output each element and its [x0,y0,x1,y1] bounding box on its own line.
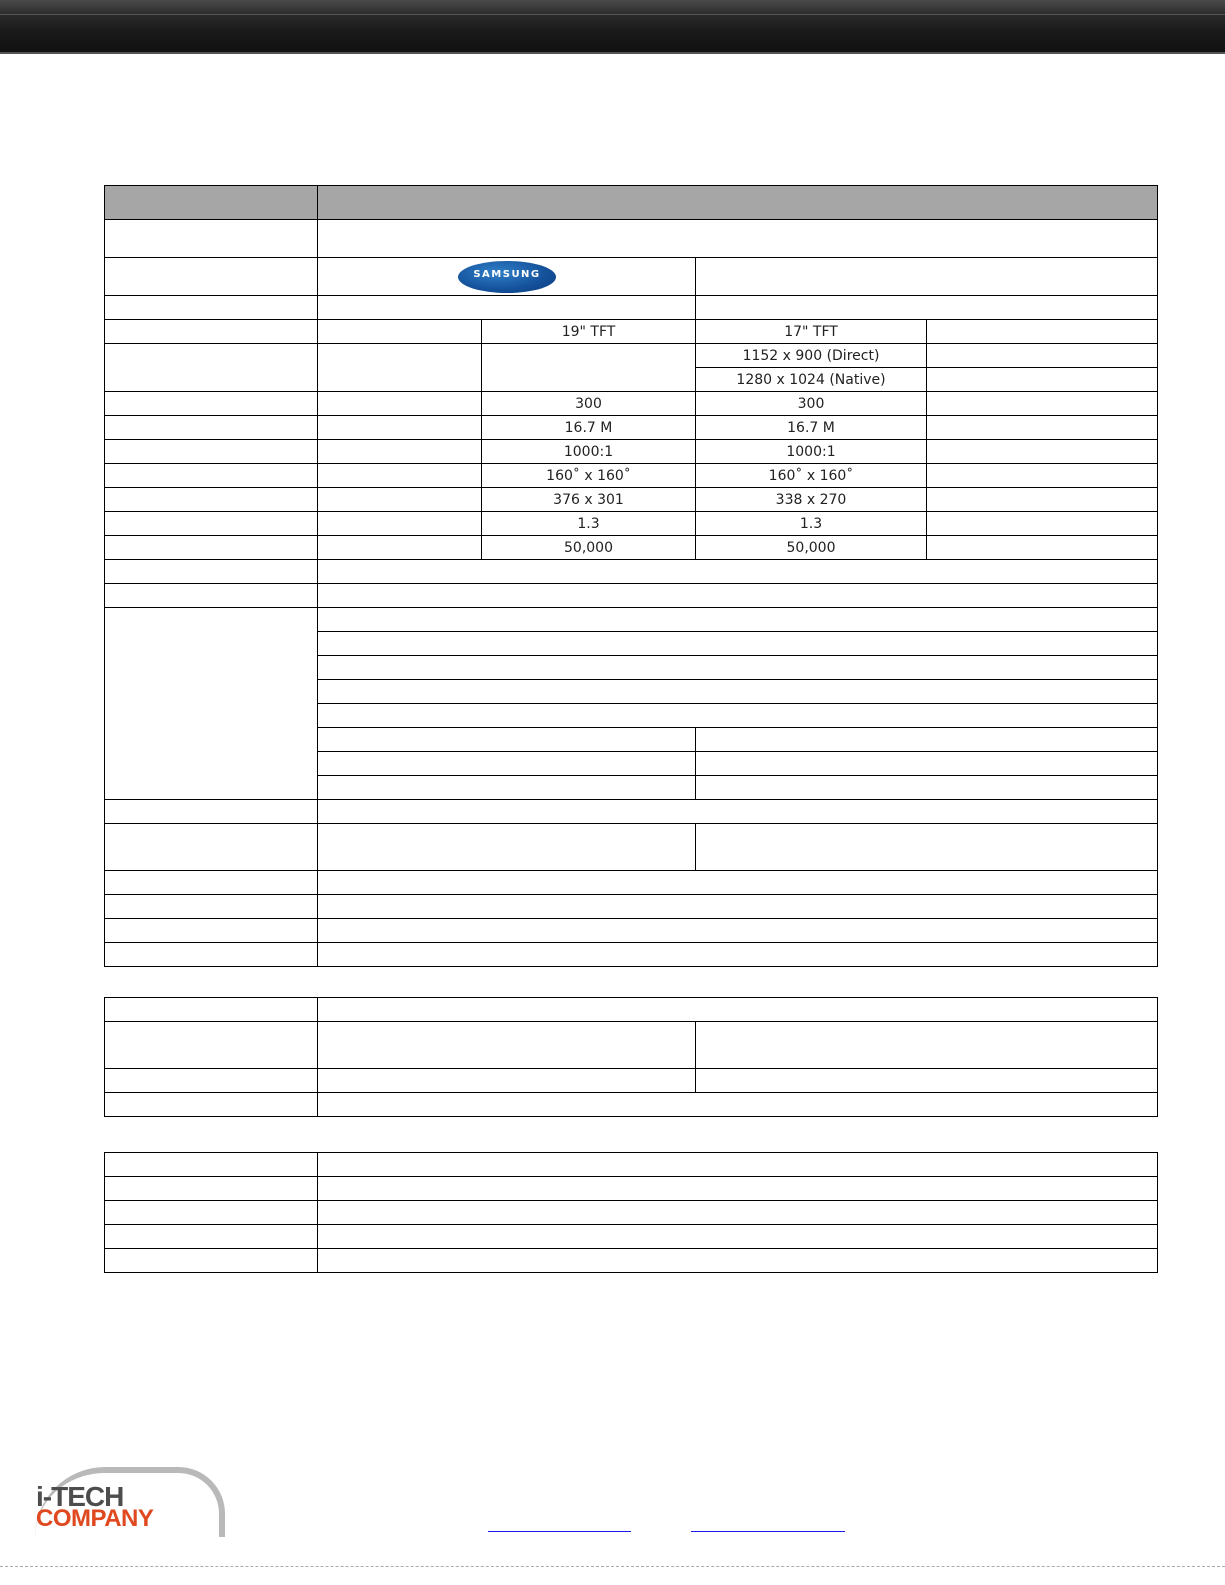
cell [318,344,482,392]
active-area-17-cell: 338 x 270 [696,488,927,512]
samsung-cell [318,258,696,296]
row-value [318,752,696,776]
footer-link-1[interactable] [488,1531,631,1532]
row-value [696,1069,1158,1093]
samsung-logo: SAMSUNG [458,261,556,293]
viewing-angle-17-cell: 160˚ x 160˚ [696,464,927,488]
resolution-native-cell: 1280 x 1024 (Native) [696,368,927,392]
row-value [696,258,1158,296]
row-label [105,464,318,488]
row-value [318,220,1158,258]
row-label [105,1201,318,1225]
lifetime-19-cell: 50,000 [482,536,696,560]
cell [927,464,1158,488]
row-value [696,752,1158,776]
row-label [105,998,318,1022]
row-value [318,998,1158,1022]
row-value [318,1022,696,1069]
cell [927,488,1158,512]
logo-line-itech: i-TECH [36,1481,124,1512]
row-label [105,800,318,824]
row-label [105,536,318,560]
row-label [105,220,318,258]
row-value [318,656,1158,680]
itech-company-logo [30,1465,200,1535]
spec-table-second [104,997,1158,1117]
row-label [105,512,318,536]
table-row [105,220,1158,258]
spec-table-third [104,1152,1158,1273]
row-label [105,320,318,344]
table-row-viewing-angle [105,464,1158,488]
table-row-brightness [105,392,1158,416]
row-value [318,824,696,871]
row-value [318,728,696,752]
table-row [105,560,1158,584]
cell [927,320,1158,344]
cell [927,512,1158,536]
table-row [105,1022,1158,1069]
logo-line-company: COMPANY [36,1505,154,1532]
cell [927,536,1158,560]
cell [927,416,1158,440]
row-label [105,919,318,943]
row-value [318,943,1158,967]
row-label [105,344,318,392]
table-row-panel-brand [105,258,1158,296]
row-label [105,1249,318,1273]
row-value [318,1201,1158,1225]
table-row-lifetime [105,536,1158,560]
row-value [318,632,1158,656]
cell [482,344,696,392]
lifetime-17-cell: 50,000 [696,536,927,560]
header-cell-label [105,186,318,220]
header-cell-value [318,186,1158,220]
row-label [105,871,318,895]
table-row-resolution [105,344,1158,368]
cell [927,344,1158,368]
table-row-colors [105,416,1158,440]
table-header-row [105,186,1158,220]
table-row [105,998,1158,1022]
cell [927,392,1158,416]
table-row [105,1153,1158,1177]
viewing-angle-19-cell: 160˚ x 160˚ [482,464,696,488]
row-value [318,680,1158,704]
colors-19-cell: 16.7 M [482,416,696,440]
row-value [318,776,696,800]
row-value [696,776,1158,800]
row-label [105,584,318,608]
row-label [105,824,318,871]
row-label [105,416,318,440]
row-value [318,871,1158,895]
row-value [318,919,1158,943]
row-value [696,824,1158,871]
brightness-19-cell: 300 [482,392,696,416]
table-row [105,584,1158,608]
table-row [105,1225,1158,1249]
row-value [318,1225,1158,1249]
table-row-contrast [105,440,1158,464]
size-19-cell: 19" TFT [482,320,696,344]
row-label [105,258,318,296]
table-row [105,1093,1158,1117]
row-value [696,1022,1158,1069]
cell [318,536,482,560]
row-label [105,1177,318,1201]
row-label [105,296,318,320]
cell [318,416,482,440]
row-label [105,1069,318,1093]
row-value [318,1249,1158,1273]
table-row [105,919,1158,943]
cell [318,440,482,464]
row-value [696,728,1158,752]
row-value [318,608,1158,632]
table-row [105,296,1158,320]
row-value [696,296,1158,320]
cell [318,392,482,416]
row-label [105,1153,318,1177]
row-value [318,560,1158,584]
row-value [318,1177,1158,1201]
table-row [105,1069,1158,1093]
row-label [105,1022,318,1069]
cell [927,440,1158,464]
table-row [105,895,1158,919]
contrast-17-cell: 1000:1 [696,440,927,464]
ratio-19-cell: 1.3 [482,512,696,536]
cell [318,320,482,344]
row-label [105,1225,318,1249]
row-value [318,800,1158,824]
cell [318,488,482,512]
row-label [105,560,318,584]
size-17-cell: 17" TFT [696,320,927,344]
footer-link-2[interactable] [691,1531,845,1532]
row-label [105,608,318,800]
table-row-group [105,608,1158,632]
resolution-direct-cell: 1152 x 900 (Direct) [696,344,927,368]
row-value [318,1153,1158,1177]
table-row [105,871,1158,895]
table-row [105,824,1158,871]
row-label [105,895,318,919]
row-label [105,440,318,464]
cell [318,512,482,536]
brightness-17-cell: 300 [696,392,927,416]
table-row [105,1201,1158,1225]
header-bar [0,0,1225,54]
row-value [318,296,696,320]
table-row [105,800,1158,824]
row-label [105,488,318,512]
contrast-19-cell: 1000:1 [482,440,696,464]
table-row-ratio [105,512,1158,536]
colors-17-cell: 16.7 M [696,416,927,440]
row-label [105,943,318,967]
table-row [105,1249,1158,1273]
cell [318,464,482,488]
row-value [318,1093,1158,1117]
row-label [105,392,318,416]
table-row-size [105,320,1158,344]
row-value [318,584,1158,608]
row-value [318,895,1158,919]
table-row-active-area [105,488,1158,512]
table-row [105,1177,1158,1201]
row-value [318,1069,696,1093]
row-value [318,704,1158,728]
cell [927,368,1158,392]
row-label [105,1093,318,1117]
footer-divider [0,1566,1225,1567]
active-area-19-cell: 376 x 301 [482,488,696,512]
ratio-17-cell: 1.3 [696,512,927,536]
spec-table-main [104,185,1158,967]
table-row [105,943,1158,967]
